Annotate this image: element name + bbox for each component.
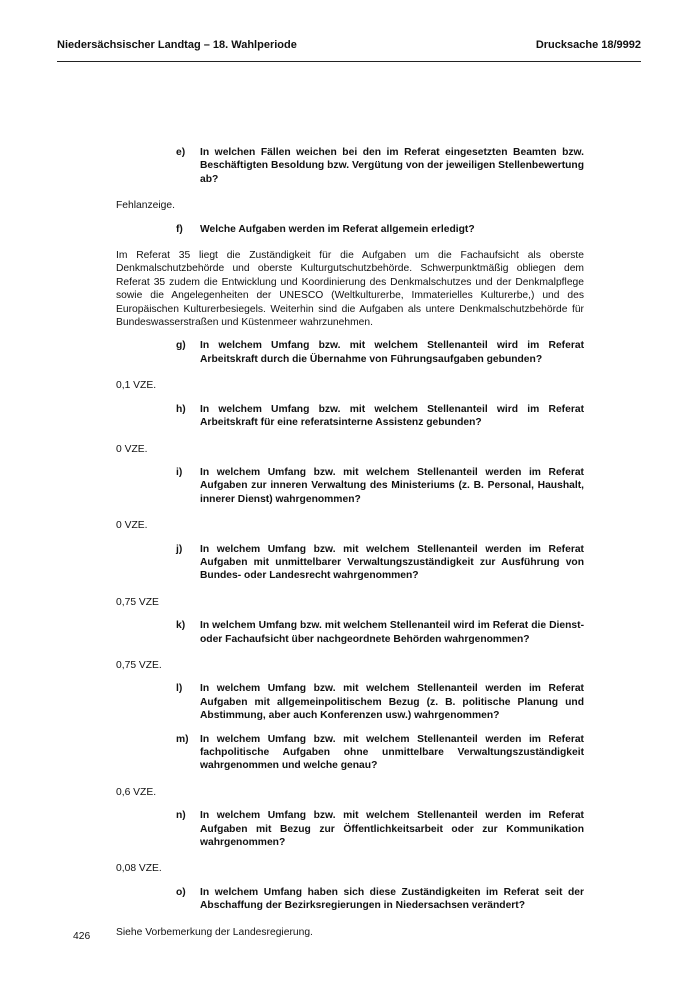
document-number: Drucksache 18/9992	[535, 39, 641, 51]
answer-n: 0,08 VZE.	[116, 863, 162, 875]
answer-g: 0,1 VZE.	[116, 380, 157, 392]
question-f	[176, 223, 584, 236]
question-text: In welchen Fällen weichen bei den im Referat eingesetzten Beamten bzw. Beschäftigten Besoldung bzw. Vergütung von der jeweiligen Stellenbewertung ab?	[200, 147, 584, 185]
question-label: l)	[176, 683, 183, 695]
question-label: h)	[176, 403, 186, 415]
question-g	[176, 339, 584, 366]
question-label: k)	[176, 620, 186, 632]
question-k	[176, 619, 584, 646]
question-text: In welchem Umfang bzw. mit welchem Stellenanteil werden im Referat Aufgaben zur inneren Verwaltung des Ministeriums (z. B. Personal, Haushalt, innerer Dienst) wahrgenommen?	[200, 466, 584, 505]
question-l	[176, 682, 584, 722]
question-text: In welchem Umfang bzw. mit welchem Stellenanteil werden im Referat Aufgaben mit allgemeinpolitischem Bezug (z. B. politische Planung und Abstimmung, aber auch Konferenzen usw.) wahrgenommen?	[200, 683, 584, 722]
question-label: j)	[176, 543, 183, 555]
header-divider	[57, 61, 641, 62]
answer-k: 0,75 VZE.	[116, 659, 162, 671]
question-label: m)	[176, 733, 189, 745]
answer-i: 0 VZE.	[116, 520, 148, 532]
question-e	[176, 146, 584, 186]
question-label: i)	[176, 466, 183, 478]
question-text: In welchem Umfang bzw. mit welchem Stellenanteil werden im Referat Aufgaben mit Bezug zur Öffentlichkeitsarbeit oder zur Kommunikation wahrgenommen?	[200, 810, 584, 849]
answer-h: 0 VZE.	[116, 443, 148, 455]
question-text: In welchem Umfang bzw. mit welchem Stellenanteil wird im Referat Arbeitskraft durch die Übernahme von Führungsaufgaben gebunden?	[200, 340, 584, 365]
question-label: o)	[176, 886, 186, 898]
question-h	[176, 403, 584, 430]
answer-e: Fehlanzeige.	[116, 200, 175, 212]
answer-j: 0,75 VZE	[116, 596, 159, 608]
question-label: n)	[176, 810, 186, 822]
question-label: f)	[176, 223, 183, 235]
question-text: In welchem Umfang bzw. mit welchem Stellenanteil wird im Referat die Dienst- oder Fachaufsicht über nachgeordnete Behörden wahrgenommen?	[200, 620, 584, 645]
question-text: In welchem Umfang bzw. mit welchem Stellenanteil werden im Referat Aufgaben mit unmittelbarer Verwaltungszuständigkeit zur Ausführung von Bundes- oder Landesrecht wahrgenommen?	[200, 543, 584, 582]
answer-o: Siehe Vorbemerkung der Landesregierung.	[116, 926, 313, 938]
question-j	[176, 543, 584, 583]
page-header	[57, 39, 641, 51]
answer-m: 0,6 VZE.	[116, 786, 157, 798]
question-text: In welchem Umfang haben sich diese Zuständigkeiten im Referat seit der Abschaffung der Bezirksregierungen in Niedersachsen verändert?	[200, 886, 584, 912]
answer-f: Im Referat 35 liegt die Zuständigkeit für die Aufgaben um die Fachaufsicht als oberste Denkmalschutzbehörde und oberste Kulturgutschutzbehörde. Schwerpunktmäßig obliegen dem Referat 35 zudem die Entwicklung und Koordinierung des Denkmalschutzes und der Denkmalpflege sowie die Angelegenheiten der UNESCO (Weltkulturerbe, Immaterielles Kulturerbe,) und des Europäischen Kulturerbesiegels. Weiterhin sind die Aufgaben als untere Denkmalschutzbehörde für Bundeswasserstraßen und Küstenmeer wahrzunehmen.	[116, 250, 584, 329]
question-i	[176, 466, 584, 506]
question-o	[176, 886, 584, 913]
question-text: In welchem Umfang bzw. mit welchem Stellenanteil wird im Referat Arbeitskraft für eine referatsinterne Assistenz gebunden?	[200, 403, 584, 429]
question-m	[176, 733, 584, 773]
question-label: e)	[176, 147, 186, 158]
question-text: In welchem Umfang bzw. mit welchem Stellenanteil werden im Referat fachpolitische Aufgaben ohne unmittelbare Verwaltungszuständigkeit wahrgenommen und welche genau?	[200, 733, 584, 772]
question-n	[176, 809, 584, 849]
question-text: Welche Aufgaben werden im Referat allgemein erledigt?	[200, 223, 475, 235]
document-body	[116, 146, 584, 939]
question-label: g)	[176, 340, 186, 352]
page-number: 426	[73, 931, 91, 942]
header-title: Niedersächsischer Landtag – 18. Wahlperiode	[57, 39, 297, 51]
